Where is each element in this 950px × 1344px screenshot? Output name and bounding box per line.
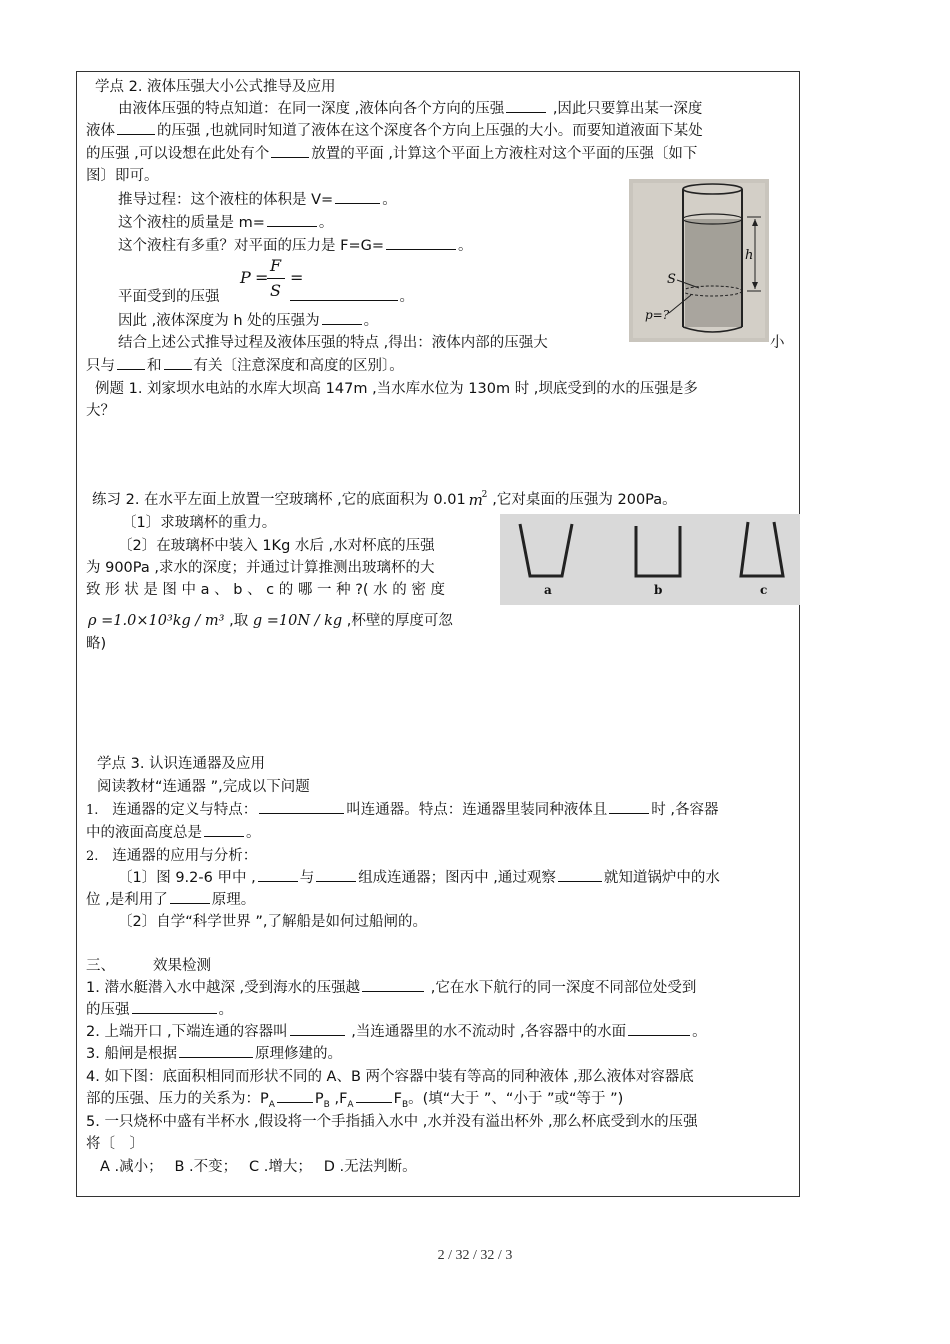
pressure-formula: P = F S = xyxy=(240,256,304,300)
test-q2: 2. 上端开口 ,下端连通的容器叫 ,当连通器里的水不流动时 ,各容器中的水面 。 xyxy=(86,1021,707,1043)
item-2-1-cont: 位 ,是利用了 原理。 xyxy=(86,889,255,911)
cup-shapes-figure xyxy=(500,514,800,605)
test-q5: 5. 一只烧杯中盛有半杯水 ,假设将一个手指插入水中 ,水并没有溢出杯外 ,那么杯底受到水的压强 xyxy=(86,1114,698,1130)
test-q4-cont: 部的压强、压力的关系为：$P_A$ $P_B$ $,F_A$ $F_B$。(填“大于 ”、“小于 ”或“等于 ”) xyxy=(86,1088,623,1116)
cup-label-a: a xyxy=(544,583,552,597)
item-1-cont: 中的液面高度总是 。 xyxy=(86,822,261,844)
item-2: 2. 连通器的应用与分析： xyxy=(86,848,258,864)
derivation-force: 这个液柱有多重？对平面的压力是 F=G= 。 xyxy=(118,235,472,257)
paragraph-line: 液体 的压强 ,也就同时知道了液体在这个深度各个方向上压强的大小。而要知道液面下某处 xyxy=(86,120,703,142)
derivation-depth: 因此 ,液体深度为 h 处的压强为 。 xyxy=(118,310,378,332)
practice-2-q2-line4: ρ =1.0×10³kg / m³ ,取 g =10N / kg ,杯壁的厚度可忽 xyxy=(88,613,453,629)
derivation-volume: 推导过程：这个液柱的体积是 V= 。 xyxy=(118,189,397,211)
paragraph-line: 的压强 ,可以设想在此处有个 放置的平面 ,计算这个平面上方液柱对这个平面的压强〔如下 xyxy=(86,143,697,165)
fig1-label-s: S xyxy=(667,272,676,287)
test-q5-cont: 将〔 〕 xyxy=(86,1136,144,1152)
derivation-mass: 这个液柱的质量是 m= 。 xyxy=(118,212,333,234)
paragraph-line: 图〕即可。 xyxy=(86,168,159,184)
section-3-title: 学点 3. 认识连通器及应用 xyxy=(97,756,266,772)
practice-2-q2: 〔2〕在玻璃杯中装入 1Kg 水后 ,水对杯底的压强 xyxy=(118,538,435,554)
conclusion-line: 结合上述公式推导过程及液体压强的特点 ,得出：液体内部的压强大 xyxy=(118,335,548,351)
practice-2-q2-line3: 致 形 状 是 图 中 a 、 b 、 c 的 哪 一 种 ?( 水 的 密 度 xyxy=(86,582,445,598)
test-q5-options: A .减小； B .不变； C .增大； D .无法判断。 xyxy=(100,1159,417,1175)
test-q1-cont: 的压强 。 xyxy=(86,999,233,1021)
section-4-title: 三、 效果检测 xyxy=(86,958,211,974)
item-1: 1. 连通器的定义与特点： 叫连通器。特点：连通器里装同种液体且 时 ,各容器 xyxy=(86,799,718,822)
test-q4: 4. 如下图：底面积相同而形状不同的 A、B 两个容器中装有等高的同种液体 ,那么液体对容器底 xyxy=(86,1069,694,1085)
practice-2-q1: 〔1〕求玻璃杯的重力。 xyxy=(122,515,277,531)
example-1-cont: 大？ xyxy=(86,403,115,419)
section-2-title: 学点 2. 液体压强大小公式推导及应用 xyxy=(95,79,336,95)
derivation-pressure: 平面受到的压强 。 xyxy=(118,286,414,308)
item-2-2: 〔2〕自学“科学世界 ”,了解船是如何过船闸的。 xyxy=(118,914,427,930)
paragraph-line: 由液体压强的特点知道：在同一深度 ,液体向各个方向的压强 ,因此只要算出某一深度 xyxy=(118,98,702,120)
cup-label-b: b xyxy=(654,583,663,597)
practice-2-q2-line2: 为 900Pa ,求水的深度；并通过计算推测出玻璃杯的大 xyxy=(86,560,435,576)
practice-2-q2-line5: 略) xyxy=(86,636,107,652)
example-1: 例题 1. 刘家坝水电站的水库大坝高 147m ,当水库水位为 130m 时 ,坝底受到的水的压强是多 xyxy=(95,381,698,397)
conclusion-line-end: 小 xyxy=(770,335,785,351)
fig1-label-h: h xyxy=(745,248,754,263)
liquid-column-figure xyxy=(629,179,769,342)
test-q1: 1. 潜水艇潜入水中越深 ,受到海水的压强越 ,它在水下航行的同一深度不同部位处受到 xyxy=(86,977,696,999)
cup-label-c: c xyxy=(760,583,768,597)
item-2-1: 〔1〕图 9.2-6 甲中 , 与 组成连通器；图丙中 ,通过观察 就知道锅炉中的水 xyxy=(118,867,720,889)
section-3-read: 阅读教材“连通器 ”,完成以下问题 xyxy=(97,779,310,795)
practice-2: 练习 2. 在水平左面上放置一空玻璃杯 ,它的底面积为 0.01 m 2 ,它对桌面的压强为 200Pa。 xyxy=(92,490,677,509)
page-footer: 2 / 32 / 32 / 3 xyxy=(437,1248,513,1263)
conclusion-line-2: 只与 和 有关〔注意深度和高度的区别〕。 xyxy=(86,355,404,377)
test-q3: 3. 船闸是根据 原理修建的。 xyxy=(86,1043,342,1065)
fig1-label-p: p=? xyxy=(645,308,670,322)
